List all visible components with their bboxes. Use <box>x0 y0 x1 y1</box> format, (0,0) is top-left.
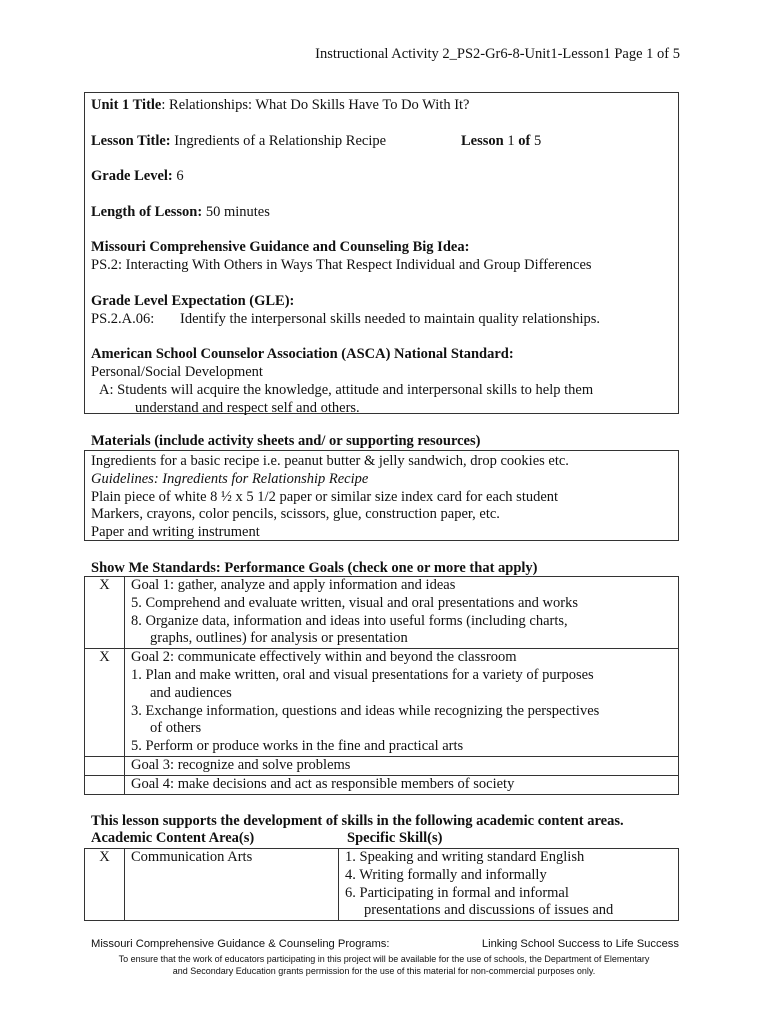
lesson-title-value: Ingredients of a Relationship Recipe <box>170 132 387 149</box>
goal-line: graphs, outlines) for analysis or presentation <box>150 630 408 647</box>
gle-heading <box>91 293 672 311</box>
show-me-table <box>84 576 679 795</box>
goal-content <box>125 577 679 649</box>
lesson-info-box <box>84 92 679 414</box>
footer-program: Missouri Comprehensive Guidance & Counseling Programs: <box>91 938 390 950</box>
material-item: Paper and writing instrument <box>91 524 260 541</box>
page-header: Instructional Activity 2_PS2-Gr6-8-Unit1-Lesson1 Page 1 of 5 <box>315 46 680 62</box>
skill-line: presentations and discussions of issues and <box>364 902 614 919</box>
goal-line: 1. Plan and make written, oral and visual presentations for a variety of purposes <box>131 666 594 683</box>
lesson-count <box>461 133 541 151</box>
goal-line: 5. Comprehend and evaluate written, visual and oral presentations and works <box>131 594 578 611</box>
goal-line: Goal 1: gather, analyze and apply information and ideas <box>131 577 456 593</box>
skill-line: 4. Writing formally and informally <box>345 866 547 883</box>
skill-line: 6. Participating in formal and informal <box>345 884 569 901</box>
goal-check <box>85 775 125 794</box>
asca-domain: Personal/Social Development <box>91 363 263 380</box>
goal-content <box>125 775 679 794</box>
footer-permission-line1: To ensure that the work of educators participating in this project will be available for the use of schools, the Department of Elementary <box>118 954 650 964</box>
goal-check: X <box>85 649 125 757</box>
table-row <box>85 849 679 921</box>
material-item: Plain piece of white 8 ½ x 5 1/2 paper or similar size index card for each student <box>91 488 559 505</box>
academic-area-header: Academic Content Area(s) <box>91 830 255 846</box>
material-item: Ingredients for a basic recipe i.e. peanut butter & jelly sandwich, drop cookies etc. <box>91 453 569 469</box>
table-row <box>85 775 679 794</box>
academic-skills <box>339 849 679 921</box>
unit-title-value: : Relationships: What Do Skills Have To Do With It? <box>161 97 470 113</box>
material-item-text: Guidelines: Ingredients for Relationship Recipe <box>91 470 369 487</box>
big-idea-heading <box>91 239 672 257</box>
lesson-length-line <box>91 204 672 222</box>
lesson-label: Lesson <box>461 132 504 149</box>
footer-tagline: Linking School Success to Life Success <box>481 938 679 950</box>
show-me-title: Show Me Standards: Performance Goals (check one or more that apply) <box>91 560 538 576</box>
lesson-total: 5 <box>530 132 542 149</box>
gle-label: Grade Level Expectation (GLE): <box>91 292 295 309</box>
grade-level-label: Grade Level: <box>91 168 173 185</box>
lesson-number: 1 <box>503 132 519 149</box>
unit-title-label: Unit 1 Title <box>91 97 162 113</box>
material-item-guidelines <box>91 471 672 489</box>
asca-standard-a-line2: understand and respect self and others. <box>135 399 360 416</box>
footer-permission <box>84 954 684 977</box>
asca-label: American School Counselor Association (ASCA) National Standard: <box>91 346 514 363</box>
academic-area: Communication Arts <box>125 849 339 921</box>
specific-skill-header: Specific Skill(s) <box>347 830 443 846</box>
unit-title-line <box>91 97 672 115</box>
lesson-length-value: 50 minutes <box>202 203 270 220</box>
table-row <box>85 649 679 757</box>
goal-line: 5. Perform or produce works in the fine and practical arts <box>131 738 464 755</box>
big-idea-value: PS.2: Interacting With Others in Ways That Respect Individual and Group Differences <box>91 257 592 274</box>
materials-box <box>84 450 679 541</box>
goal-line: Goal 3: recognize and solve problems <box>131 756 351 773</box>
gle-code: PS.2.A.06: <box>91 310 155 327</box>
goal-check: X <box>85 577 125 649</box>
goal-line: Goal 2: communicate effectively within and beyond the classroom <box>131 649 517 666</box>
asca-standard-a-line1: A: Students will acquire the knowledge, attitude and interpersonal skills to help them <box>99 381 594 398</box>
footer-permission-line2: and Secondary Education grants permission for the use of this material for non-commercial purposes only. <box>172 965 596 976</box>
table-row <box>85 756 679 775</box>
academic-table <box>84 848 679 921</box>
big-idea-label: Missouri Comprehensive Guidance and Counseling Big Idea: <box>91 239 470 256</box>
lesson-length-label: Length of Lesson: <box>91 203 203 220</box>
material-item: Markers, crayons, color pencils, scissors, glue, construction paper, etc. <box>91 506 500 523</box>
lesson-title-line <box>91 133 672 151</box>
asca-heading <box>91 346 672 364</box>
goal-content <box>125 649 679 757</box>
goal-line: and audiences <box>150 684 232 701</box>
grade-level-line <box>91 168 672 186</box>
goal-check <box>85 756 125 775</box>
goal-line: 3. Exchange information, questions and ideas while recognizing the perspectives <box>131 702 600 719</box>
gle-line <box>91 311 672 329</box>
of-label: of <box>518 132 531 149</box>
goal-line: 8. Organize data, information and ideas into useful forms (including charts, <box>131 612 568 629</box>
goal-content <box>125 756 679 775</box>
goal-line: Goal 4: make decisions and act as responsible members of society <box>131 775 515 792</box>
academic-check: X <box>85 849 125 921</box>
skill-line: 1. Speaking and writing standard English <box>345 849 585 865</box>
academic-intro: This lesson supports the development of skills in the following academic content areas. <box>91 813 624 829</box>
gle-value: Identify the interpersonal skills needed to maintain quality relationships. <box>180 310 600 327</box>
grade-level-value: 6 <box>172 168 184 185</box>
lesson-title-label: Lesson Title: <box>91 132 171 149</box>
materials-title: Materials (include activity sheets and/ or supporting resources) <box>91 433 481 449</box>
table-row <box>85 577 679 649</box>
goal-line: of others <box>150 720 202 737</box>
